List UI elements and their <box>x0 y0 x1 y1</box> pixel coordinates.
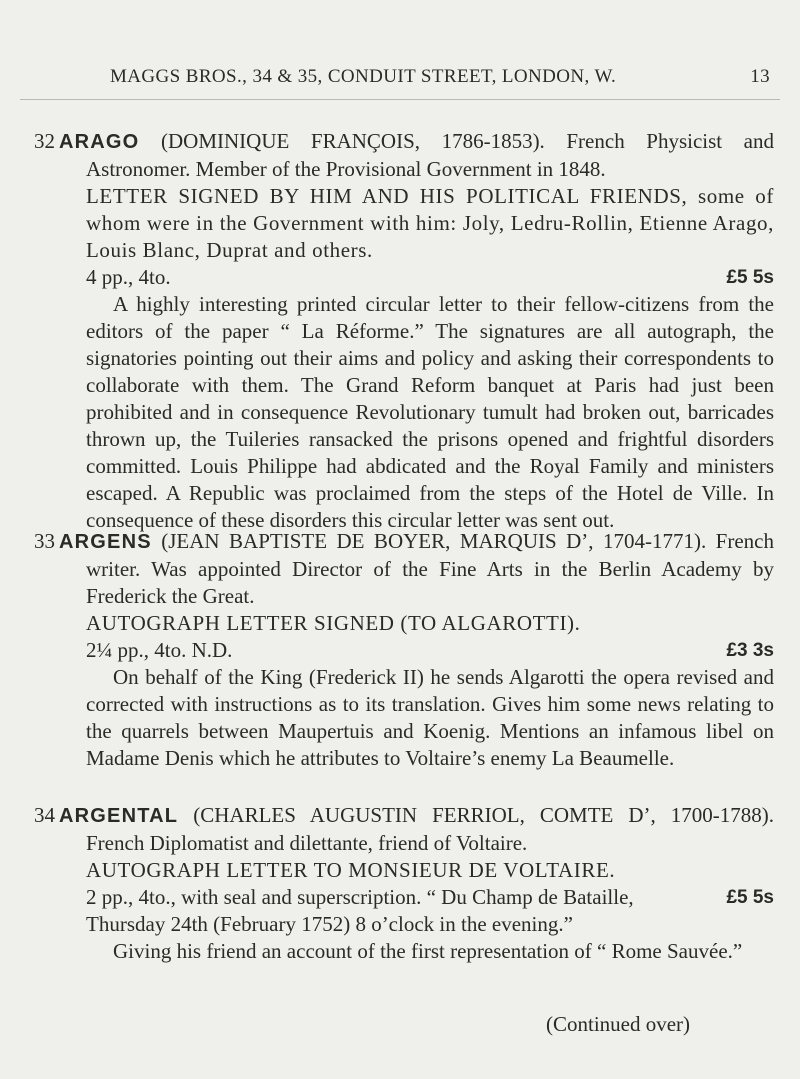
continued-note: (Continued over) <box>546 1012 691 1036</box>
entry-subject: (DOMINIQUE FRANÇOIS, 1786-1853). French Physicist and Astronomer. Member of the Provisional Government in 1848. <box>86 129 774 181</box>
entry-format: 2¼ pp., 4to. N.D. <box>86 638 233 662</box>
catalogue-entry <box>34 528 774 772</box>
entry-headline <box>59 802 774 857</box>
entry-price: £3 3s <box>726 640 774 661</box>
catalogue-entry <box>34 128 774 534</box>
page-number: 13 <box>750 66 770 87</box>
entry-name: ARGENTAL <box>59 805 179 827</box>
entry-headline <box>59 128 774 183</box>
entry-name: ARGENS <box>59 531 152 553</box>
entry-price: £5 5s <box>726 887 774 908</box>
entry-headline <box>59 528 774 610</box>
header-text: MAGGS BROS., 34 & 35, CONDUIT STREET, LONDON, W. <box>110 66 617 87</box>
entry-description: On behalf of the King (Frederick II) he sends Algarotti the opera revised and corrected with instructions as to its translation. Gives him some news relating to the quarrels between Maupertuis and Koenig. Mentions an infamous libel on Madame Denis which he attributes to Voltaire’s enemy La Beaumelle. <box>86 665 774 770</box>
entry-meta <box>86 264 774 291</box>
entry-subject: (JEAN BAPTISTE DE BOYER, MARQUIS D’, 1704-1771). French writer. Was appointed Director of the Fine Arts in the Berlin Academy by Frederick the Great. <box>86 529 774 608</box>
entry-title: AUTOGRAPH LETTER TO MONSIEUR DE VOLTAIRE. <box>86 858 616 882</box>
lot-number: 34 <box>34 803 55 827</box>
entry-description: A highly interesting printed circular letter to their fellow-citizens from the editors of the paper “ La Réforme.” The signatures are all autograph, the signatories pointing out their aims and policy and asking their correspondents to collaborate with them. The Grand Reform banquet at Paris had just been prohibited and in consequence Revolutionary tumult had broken out, barricades thrown up, the Tuileries ransacked the prisons opened and frightful disorders committed. Louis Philippe had abdicated and the Royal Family and ministers escaped. A Republic was proclaimed from the steps of the Hotel de Ville. In consequence of these disorders this circular letter was sent out. <box>86 292 774 532</box>
header-rule <box>20 99 780 100</box>
entry-name: ARAGO <box>59 131 140 153</box>
entry-meta <box>86 637 774 664</box>
entry-subject: (CHARLES AUGUSTIN FERRIOL, COMTE D’, 1700-1788). French Diplomatist and dilettante, friend of Voltaire. <box>86 803 774 855</box>
entry-format: 4 pp., 4to. <box>86 265 171 289</box>
lot-number: 32 <box>34 129 55 153</box>
entry-title: AUTOGRAPH LETTER SIGNED (TO ALGAROTTI). <box>86 611 581 635</box>
catalogue-entry <box>34 802 774 965</box>
entry-description: Giving his friend an account of the first representation of “ Rome Sauvée.” <box>113 939 743 963</box>
entry-meta <box>86 884 774 938</box>
entry-price: £5 5s <box>726 267 774 288</box>
page-header <box>110 66 770 88</box>
entry-format: 2 pp., 4to., with seal and superscription. “ Du Champ de Bataille, Thursday 24th (February 1752) 8 o’clock in the evening.” <box>86 885 634 936</box>
lot-number: 33 <box>34 529 55 553</box>
entry-title: LETTER SIGNED BY HIM AND HIS POLITICAL FRIENDS, some of whom were in the Government with him: Joly, Ledru-Rollin, Etienne Arago, Louis Blanc, Duprat and others. <box>86 184 774 262</box>
